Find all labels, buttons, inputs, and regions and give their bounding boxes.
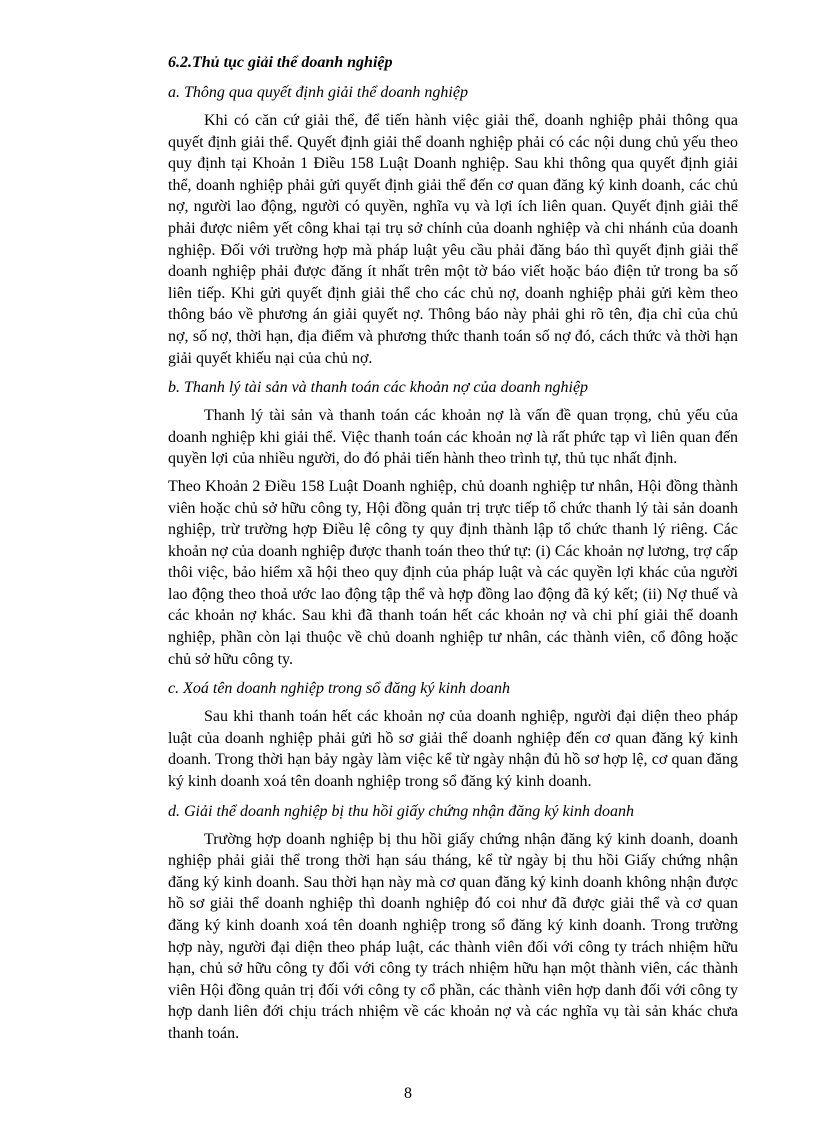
paragraph: Khi có căn cứ giải thể, để tiến hành việc giải thể, doanh nghiệp phải thông qua quyết định giải thể. Quyết định giải thể doanh nghiệp phải có các nội dung chủ yếu theo quy định tại Khoản 1 Điều 158 Luật Doanh nghiệp. Sau khi thông qua quyết định giải thể, doanh nghiệp phải gửi quyết định giải thể đến cơ quan đăng ký kinh doanh, các chủ nợ, người lao động, người có quyền, nghĩa vụ và lợi ích liên quan. Quyết định giải thể phải được niêm yết công khai tại trụ sở chính của doanh nghiệp và chi nhánh của doanh nghiệp. Đối với trường hợp mà pháp luật yêu cầu phải đăng báo thì quyết định giải thể doanh nghiệp phải được đăng ít nhất trên một tờ báo viết hoặc báo điện tử trong ba số liên tiếp. Khi gửi quyết định giải thể cho các chủ nợ, doanh nghiệp phải gửi kèm theo thông báo về phương án giải quyết nợ. Thông báo này phải ghi rõ tên, địa chỉ của chủ nợ, số nợ, thời hạn, địa điểm và phương thức thanh toán số nợ đó, cách thức và thời hạn giải quyết khiếu nại của chủ nợ. [168,112,738,367]
subsection-heading-d: d. Giải thể doanh nghiệp bị thu hồi giấy chứng nhận đăng ký kinh doanh [168,802,634,820]
paragraph: Thanh lý tài sản và thanh toán các khoản nợ là vấn đề quan trọng, chủ yếu của doanh nghiệp khi giải thể. Việc thanh toán các khoản nợ là rất phức tạp vì liên quan đến quyền lợi của nhiều người, do đó phải tiến hành theo trình tự, thủ tục nhất định. [168,407,738,468]
subsection-heading-b: b. Thanh lý tài sản và thanh toán các khoản nợ của doanh nghiệp [168,379,589,397]
paragraph: Sau khi thanh toán hết các khoản nợ của doanh nghiệp, người đại diện theo pháp luật của doanh nghiệp phải gửi hồ sơ giải thể doanh nghiệp đến cơ quan đăng ký kinh doanh. Trong thời hạn bảy ngày làm việc kể từ ngày nhận đủ hồ sơ hợp lệ, cơ quan đăng ký kinh doanh xoá tên doanh nghiệp trong sổ đăng ký kinh doanh. [168,708,738,791]
paragraph: Theo Khoản 2 Điều 158 Luật Doanh nghiệp, chủ doanh nghiệp tư nhân, Hội đồng thành viên hoặc chủ sở hữu công ty, Hội đồng quản trị trực tiếp tổ chức thanh lý tài sản doanh nghiệp, trừ trường hợp Điều lệ công ty quy định thành lập tổ chức thanh lý riêng. Các khoản nợ của doanh nghiệp được thanh toán theo thứ tự: (i) Các khoản nợ lương, trợ cấp thôi việc, bảo hiểm xã hội theo quy định của pháp luật và các quyền lợi khác của người lao động theo thoả ước lao động tập thể và hợp đồng lao động đã ký kết; (ii) Nợ thuế và các khoản nợ khác. Sau khi đã thanh toán hết các khoản nợ và chi phí giải thể doanh nghiệp, phần còn lại thuộc về chủ doanh nghiệp tư nhân, các thành viên, cổ đông hoặc chủ sở hữu công ty. [168,477,738,668]
page-number: 8 [404,1085,412,1102]
document-page [168,52,738,1051]
subsection-heading-c: c. Xoá tên doanh nghiệp trong sổ đăng ký kinh doanh [168,680,511,698]
section-title: 6.2.Thủ tục giải thể doanh nghiệp [168,54,393,71]
subsection-heading-a: a. Thông qua quyết định giải thể doanh nghiệp [168,84,468,101]
paragraph: Trường hợp doanh nghiệp bị thu hồi giấy chứng nhận đăng ký kinh doanh, doanh nghiệp phải giải thể trong thời hạn sáu tháng, kể từ ngày bị thu hồi Giấy chứng nhận đăng ký kinh doanh. Sau thời hạn này mà cơ quan đăng ký kinh doanh không nhận được hồ sơ giải thể doanh nghiệp thì doanh nghiệp đó coi như đã được giải thể và cơ quan đăng ký kinh doanh xoá tên doanh nghiệp trong sổ đăng ký kinh doanh. Trong trường hợp này, người đại diện theo pháp luật, các thành viên đối với công ty trách nhiệm hữu hạn, chủ sở hữu công ty đối với công ty trách nhiệm hữu hạn một thành viên, các thành viên Hội đồng quản trị đối với công ty cổ phần, các thành viên hợp danh đối với công ty hợp danh liên đới chịu trách nhiệm về các khoản nợ và các nghĩa vụ tài sản khác chưa thanh toán. [168,830,738,1042]
